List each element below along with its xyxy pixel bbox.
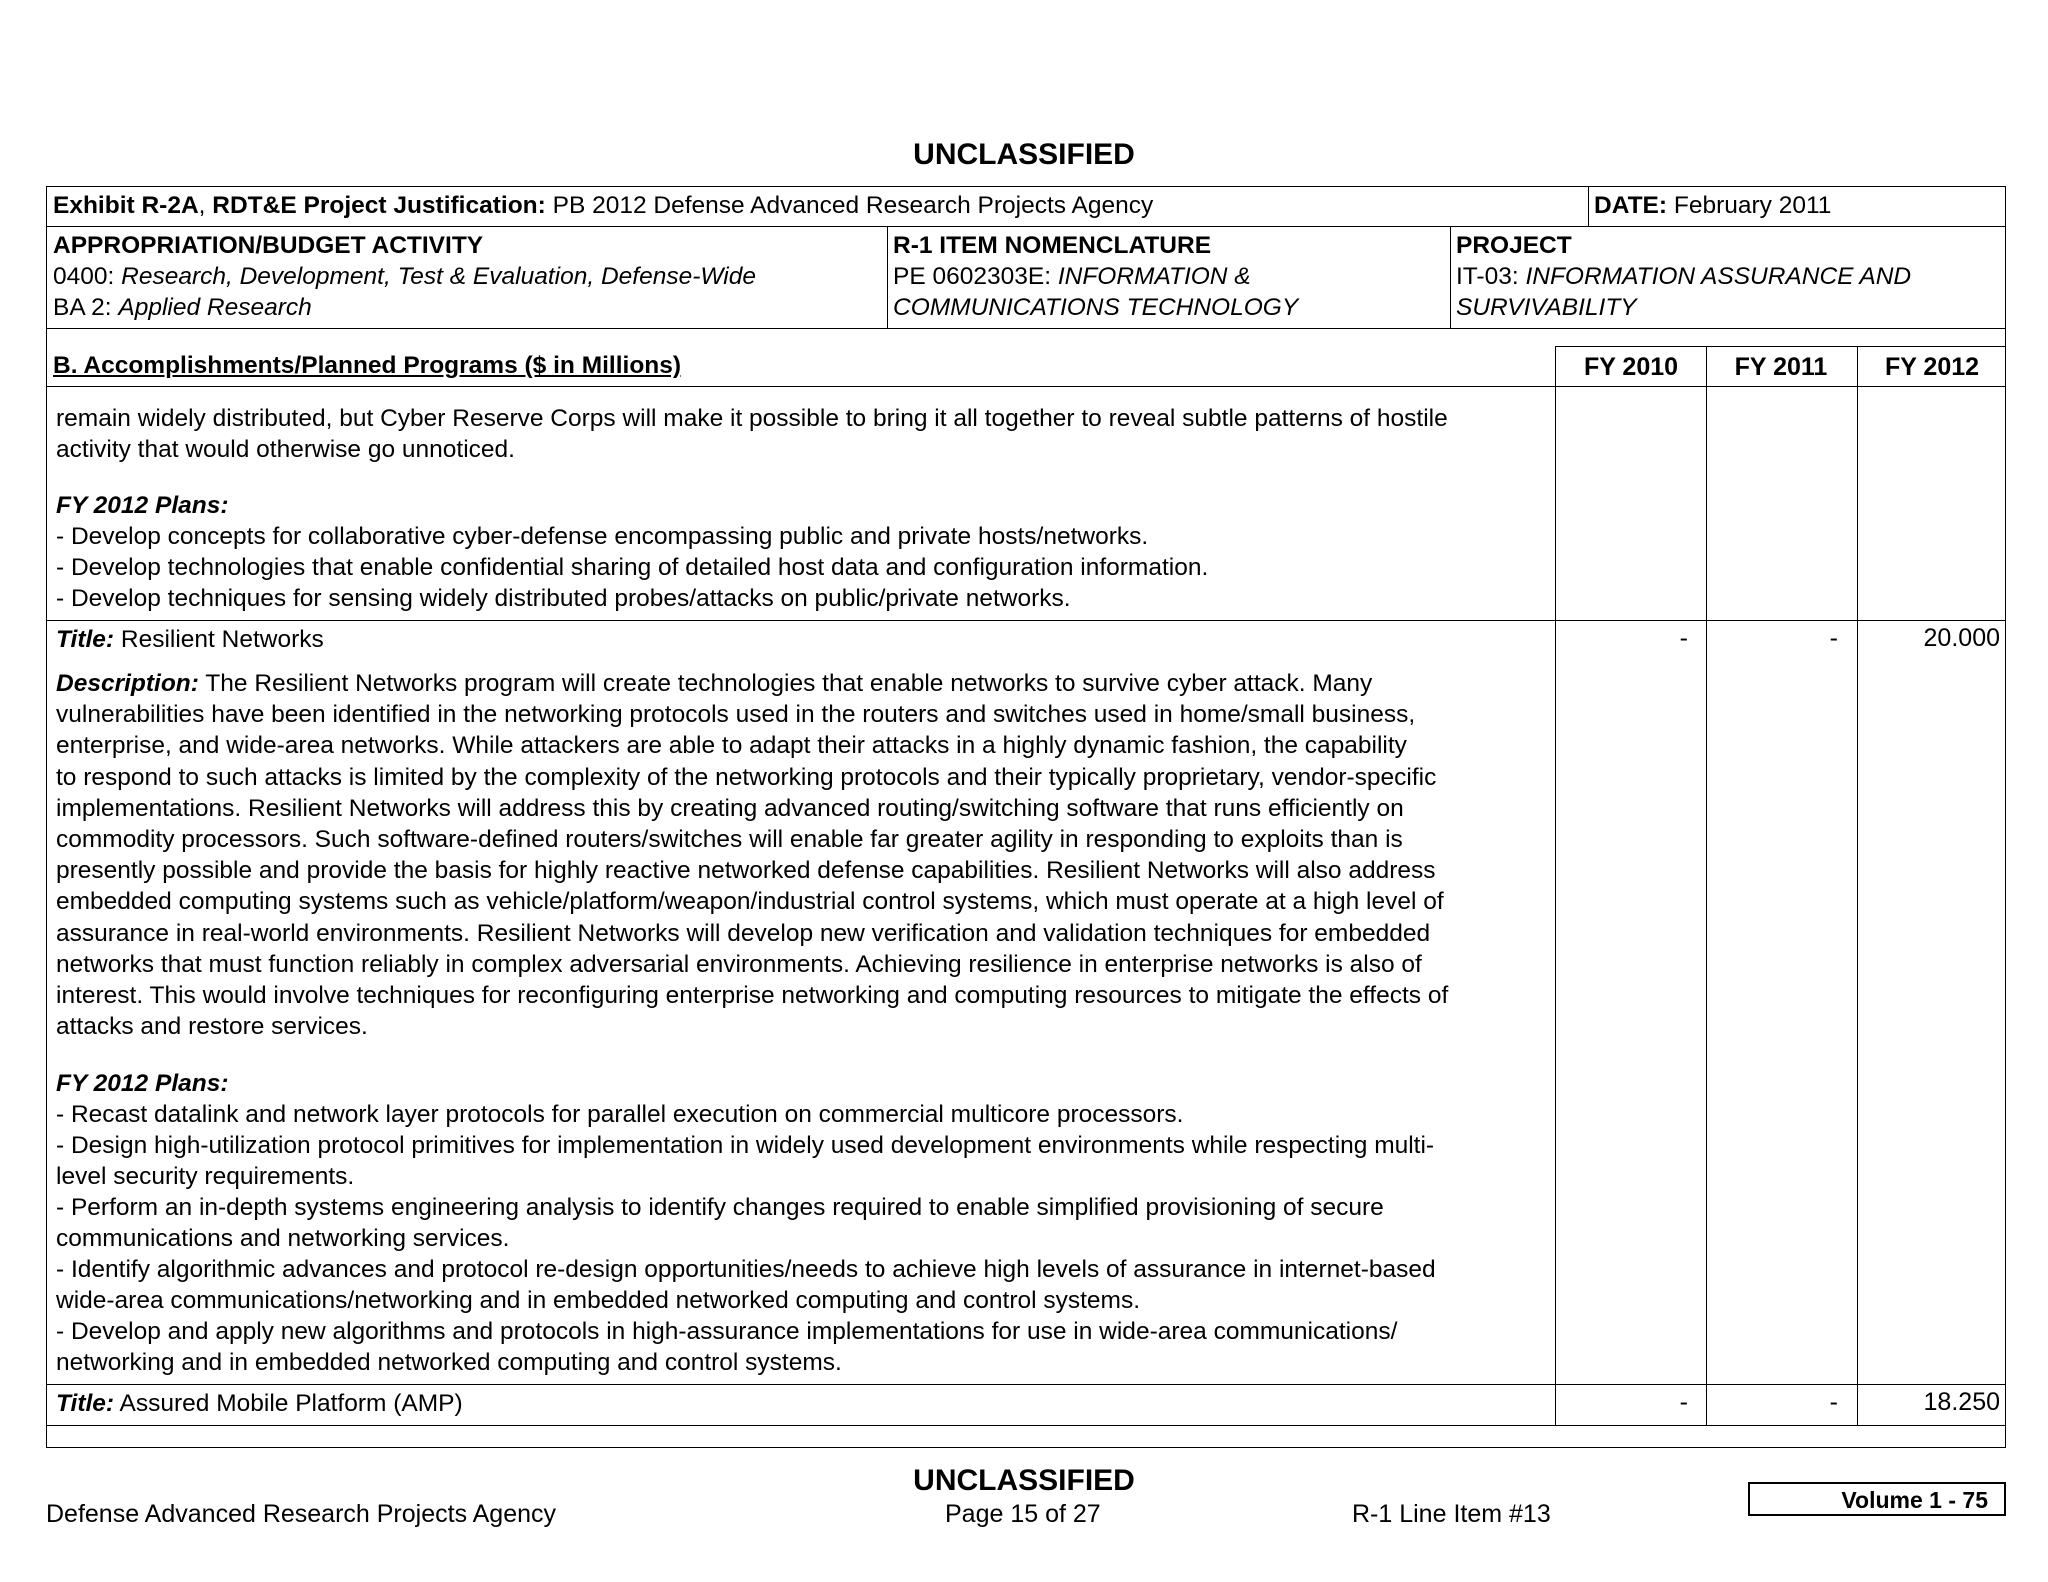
appropriation-code2: BA 2: <box>53 294 119 321</box>
resilient-fy2011: - <box>1829 624 1838 652</box>
resilient-desc-text: The Resilient Networks program will create technologies that enable networks to survive cyber attack. Many vulnerabilities have been identified in the networking protocols used in the routers and switches used in home/small business, enterprise, and wide-area networks. While attackers are able to adapt their attacks in a highly dynamic fashion, the capability to respond to such attacks is limited by the complexity of the networking protocols and their typically proprietary, vendor-specific implementations. Resilient Networks will address this by creating advanced routing/switching software that runs efficiently on commodity processors. Such software-defined routers/switches will enable far greater agility in responding to exploits than is presently possible and provide the basis for highly reactive networked defense capabilities. Resilient Networks will also address embedded computing systems such as vehicle/platform/weapon/industrial control systems, which must operate at a high level of assurance in real-world environments. Resilient Networks will develop new verification and validation techniques for embedded networks that must function reliably in complex adversarial environments. Achieving resilience in enterprise networks is also of interest. This would involve techniques for reconfiguring enterprise networking and computing resources to mitigate the effects of attacks and restore services. <box>56 670 1449 1041</box>
resilient-plans-label: FY 2012 Plans: <box>56 1070 229 1097</box>
amp-title-text: Assured Mobile Platform (AMP) <box>114 1390 463 1417</box>
fy-col-divider-3 <box>1857 346 1858 1425</box>
resilient-plan-item: - Develop and apply new algorithms and protocols in high-assurance implementations for use in wide-area communications/ networking and in embedded networked computing and control systems. <box>56 1318 1398 1377</box>
footer-line-item: R-1 Line Item #13 <box>1352 1500 1551 1528</box>
row-divider <box>46 620 2006 621</box>
appropriation-value2: Applied Research <box>118 294 312 321</box>
header-divider <box>46 386 2006 387</box>
resilient-plan-item: - Recast datalink and network layer protocols for parallel execution on commercial multicore processors. <box>56 1101 1184 1128</box>
col-divider-2 <box>1450 226 1451 328</box>
project-line2: SURVIVABILITY <box>1456 294 1637 321</box>
exhibit-sep: , <box>198 192 213 219</box>
r1-line2: COMMUNICATIONS TECHNOLOGY <box>893 294 1299 321</box>
project-code: IT-03: <box>1456 263 1526 290</box>
footer-agency: Defense Advanced Research Projects Agency <box>46 1500 557 1528</box>
exhibit-label: Exhibit R-2A <box>53 192 199 219</box>
row-divider <box>46 1384 2006 1385</box>
project-label: PROJECT <box>1456 232 1572 259</box>
appropriation-value1: Research, Development, Test & Evaluation, Defense-Wide <box>121 263 756 290</box>
amp-fy2011: - <box>1829 1388 1838 1416</box>
appropriation-line1 <box>53 261 883 292</box>
resilient-description <box>56 668 1556 1042</box>
project-line1 <box>1456 261 2001 292</box>
fy2011-header: FY 2011 <box>1734 353 1828 381</box>
resilient-fy2010: - <box>1679 624 1688 652</box>
resilient-plan-item: - Identify algorithmic advances and protocol re-design opportunities/needs to achieve high levels of assurance in internet-based wide-area communications/networking and in embedded networked computing and control systems. <box>56 1256 1436 1315</box>
resilient-fy2012: 20.000 <box>1923 624 2000 652</box>
amp-fy2010: - <box>1679 1388 1688 1416</box>
exhibit-title <box>53 190 1153 221</box>
row-divider <box>46 226 2006 227</box>
date-value: February 2011 <box>1667 192 1832 219</box>
exhibit-title-value: PB 2012 Defense Advanced Research Projects Agency <box>545 192 1154 219</box>
appropriation-line2 <box>53 292 883 323</box>
r1-label: R-1 ITEM NOMENCLATURE <box>893 232 1212 259</box>
col-divider-1 <box>887 226 888 328</box>
appropriation-block <box>53 230 883 323</box>
r1-code: PE 0602303E: <box>893 263 1058 290</box>
resilient-title-text: Resilient Networks <box>114 626 324 653</box>
date-divider <box>1588 186 1589 226</box>
r1-line1 <box>893 261 1443 292</box>
continued-text: remain widely distributed, but Cyber Reserve Corps will make it possible to bring it all together to reveal subtle patterns of hostile activity that would otherwise go unnoticed. <box>56 405 1448 464</box>
footer-page: Page 15 of 27 <box>945 1500 1101 1528</box>
exhibit-title-label: RDT&E Project Justification: <box>212 192 546 219</box>
header-classification: UNCLASSIFIED <box>913 138 1135 171</box>
resilient-plan-item: - Design high-utilization protocol primitives for implementation in widely used development environments while respecting multi- level security requirements. <box>56 1132 1435 1191</box>
r1-value1: INFORMATION & <box>1057 263 1251 290</box>
row-divider <box>46 1425 2006 1426</box>
fy2012-header: FY 2012 <box>1884 353 1980 381</box>
amp-fy2012: 18.250 <box>1923 1388 2000 1416</box>
continued-plan-item: - Develop techniques for sensing widely distributed probes/attacks on public/private networks. <box>56 585 1071 612</box>
date-label: DATE: <box>1594 192 1668 219</box>
appropriation-label: APPROPRIATION/BUDGET ACTIVITY <box>53 232 484 259</box>
continued-plan-item: - Develop concepts for collaborative cyber-defense encompassing public and private hosts/networks. <box>56 523 1149 550</box>
r1-block <box>893 230 1443 323</box>
exhibit-date <box>1594 190 1831 221</box>
appropriation-code1: 0400: <box>53 263 122 290</box>
amp-title <box>56 1388 1556 1419</box>
resilient-title-label: Title: <box>56 626 115 653</box>
project-block <box>1456 230 2001 323</box>
fy-col-divider-2 <box>1706 346 1707 1425</box>
project-value1: INFORMATION ASSURANCE AND <box>1525 263 1912 290</box>
resilient-title <box>56 624 1556 655</box>
footer-volume-box: Volume 1 - 75 <box>1748 1482 2006 1516</box>
continued-plan-item: - Develop technologies that enable confidential sharing of detailed host data and configuration information. <box>56 554 1209 581</box>
fy2010-header: FY 2010 <box>1583 353 1679 381</box>
amp-title-label: Title: <box>56 1390 115 1417</box>
resilient-plan-item: - Perform an in-depth systems engineering analysis to identify changes required to enable simplified provisioning of secure communications and networking services. <box>56 1194 1384 1253</box>
row-divider <box>46 328 2006 329</box>
footer-classification: UNCLASSIFIED <box>913 1464 1135 1497</box>
fy-header-top <box>1555 346 2006 347</box>
section-title: B. Accomplishments/Planned Programs ($ in Millions) <box>53 352 682 379</box>
continued-plans-label: FY 2012 Plans: <box>56 492 229 519</box>
resilient-desc-label: Description: <box>56 670 199 697</box>
